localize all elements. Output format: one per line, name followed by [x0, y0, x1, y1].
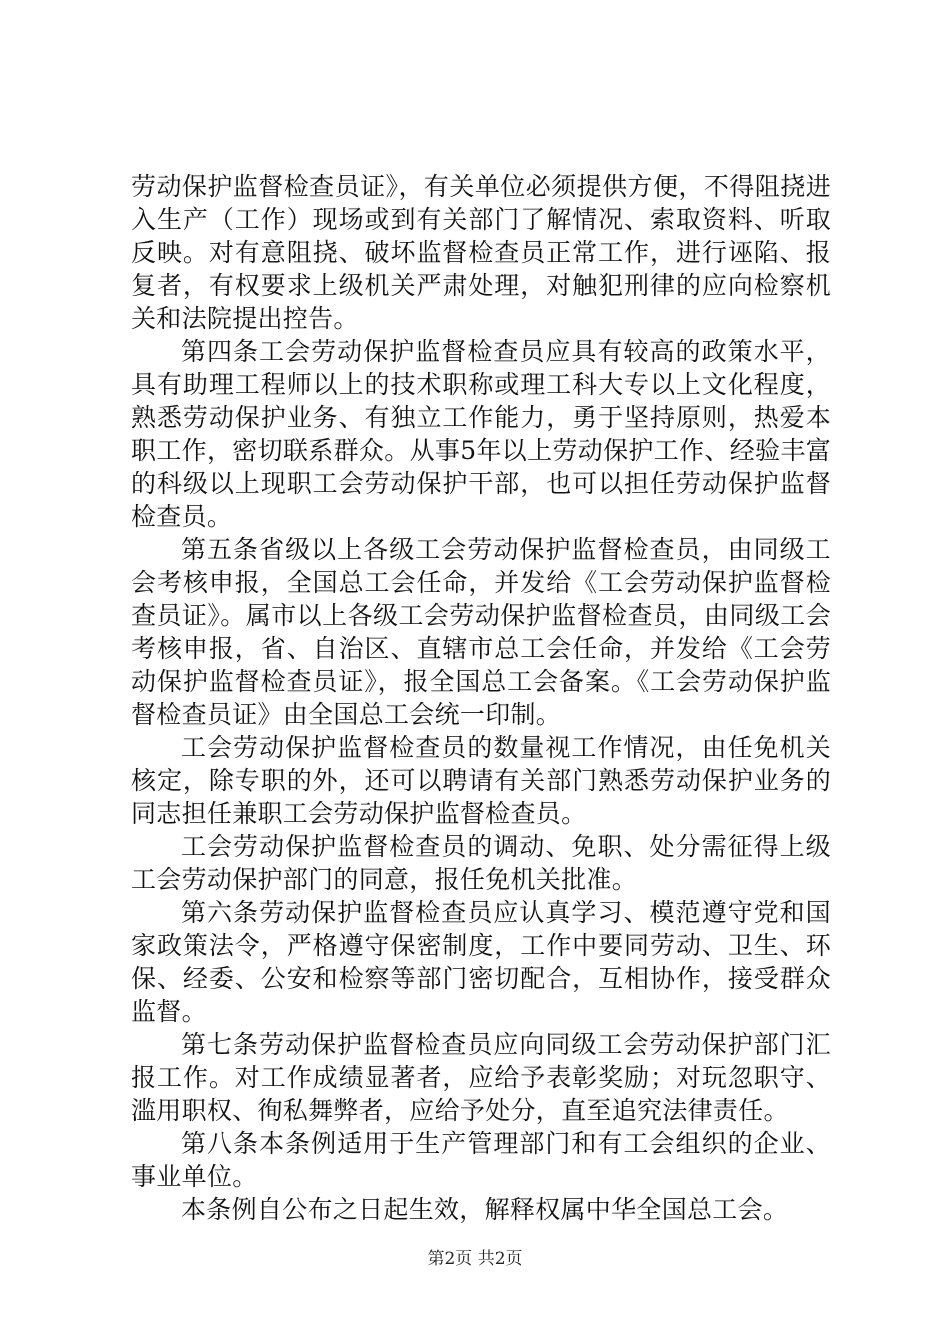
- paragraph-article-6: 第六条劳动保护监督检查员应认真学习、模范遵守党和国家政策法令，严格遵守保密制度，工作中要同劳动、卫生、环保、经委、公安和检察等部门密切配合，互相协作，接受群众监督。: [131, 898, 831, 1026]
- paragraph-article-7: 第七条劳动保护监督检查员应向同级工会劳动保护部门汇报工作。对工作成绩显著者，应给予表彰奖励；对玩忽职守、滥用职权、徇私舞弊者，应给予处分，直至追究法律责任。: [131, 1030, 831, 1125]
- page-footer: 第2页 共2页: [427, 1249, 523, 1269]
- paragraph-article-4: 第四条工会劳动保护监督检查员应具有较高的政策水平，具有助理工程师以上的技术职称或理工科大专以上文化程度，熟悉劳动保护业务、有独立工作能力，勇于坚持原则，热爱本职工作，密切联系群众。从事5年以上劳动保护工作、经验丰富的科级以上现职工会劳动保护干部，也可以担任劳动保护监督检查员。: [131, 337, 831, 531]
- paragraph-inspector-transfer: 工会劳动保护监督检查员的调动、免职、处分需征得上级工会劳动保护部门的同意，报任免机关批准。: [131, 832, 831, 894]
- paragraph-continuation: 劳动保护监督检查员证》，有关单位必须提供方便，不得阻挠进入生产（工作）现场或到有关部门了解情况、索取资料、听取反映。对有意阻挠、破坏监督检查员正常工作，进行诬陷、报复者，有权要求上级机关严肃处理，对触犯刑律的应向检察机关和法院提出控告。: [131, 172, 831, 333]
- paragraph-inspector-quantity: 工会劳动保护监督检查员的数量视工作情况，由任免机关核定，除专职的外，还可以聘请有关部门熟悉劳动保护业务的同志担任兼职工会劳动保护监督检查员。: [131, 733, 831, 828]
- document-body: [131, 170, 831, 1226]
- paragraph-article-5: 第五条省级以上各级工会劳动保护监督检查员，由同级工会考核申报，全国总工会任命，并发给《工会劳动保护监督检查员证》。属市以上各级工会劳动保护监督检查员，由同级工会考核申报，省、自治区、直辖市总工会任命，并发给《工会劳动保护监督检查员证》，报全国总工会备案。《工会劳动保护监督检查员证》由全国总工会统一印制。: [131, 535, 831, 729]
- paragraph-effective-date: 本条例自公布之日起生效，解释权属中华全国总工会。: [181, 1195, 789, 1224]
- paragraph-article-8: 第八条本条例适用于生产管理部门和有工会组织的企业、事业单位。: [131, 1129, 831, 1191]
